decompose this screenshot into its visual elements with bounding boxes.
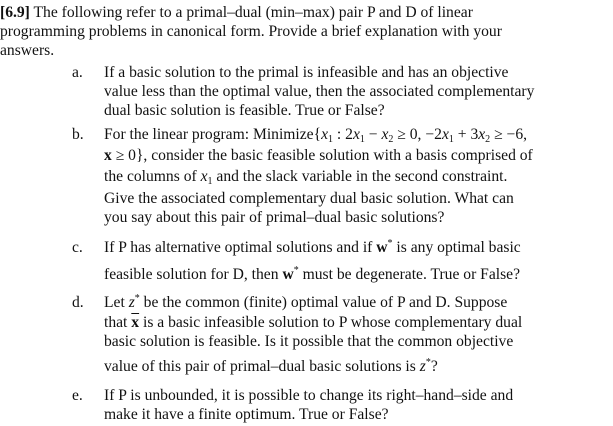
var-z: z (128, 294, 135, 311)
item-c-text: is any optimal basic (392, 239, 521, 256)
vector-w: w (282, 266, 294, 283)
item-b-text: + 3 (453, 126, 479, 143)
subscript: 1 (359, 134, 365, 145)
item-b-text: the columns of (104, 168, 201, 185)
item-d-line-2 (104, 314, 522, 332)
item-b-text: ≥ −6, (490, 126, 528, 143)
var-z: z (419, 358, 426, 375)
item-e-line-2: make it have a finite optimum. True or False? (104, 406, 389, 423)
item-d-text: is a basic infeasible solution to P whose complementary dual (139, 314, 523, 331)
var-x: x (200, 168, 208, 185)
item-e-label: e. (72, 387, 83, 404)
item-b-text: and the slack variable in the second constraint. (212, 168, 508, 185)
problem-intro-line-2: programming problems in canonical form. Provide a brief explanation with your (0, 23, 502, 40)
item-b-line-5: you say about this pair of primal–dual basic solutions? (104, 209, 445, 226)
subscript: 2 (388, 134, 394, 145)
item-b-line-3 (104, 168, 507, 186)
subscript: 1 (207, 176, 213, 187)
item-d-text: Let (104, 294, 129, 311)
problem-number: [6.9] (0, 4, 30, 21)
subscript: 2 (485, 134, 491, 145)
item-d-text: that (104, 314, 132, 331)
intro-text-1: The following refer to a primal–dual (min–max) pair P and D of linear (33, 4, 473, 21)
vector-x: x (104, 147, 112, 164)
item-b-line-4: Give the associated complementary dual basic solution. What can (104, 190, 514, 207)
superscript: * (134, 293, 140, 304)
subscript: 1 (448, 134, 454, 145)
item-c-text: If P has alternative optimal solutions and if (104, 239, 377, 256)
item-e-line-1: If P is unbounded, it is possible to change its right–hand–side and (104, 387, 514, 404)
item-b-text: − (364, 126, 382, 143)
item-c-text: must be degenerate. True or False? (298, 266, 520, 283)
item-a-line-2: value less than the optimal value, then the associated complementary (104, 83, 535, 100)
item-b-label: b. (72, 126, 84, 143)
item-b-text: ≥ 0}, consider the basic feasible solution with a basis comprised of (111, 147, 533, 164)
superscript: * (293, 265, 299, 276)
item-b-text: : 2 (333, 126, 353, 143)
var-x: x (441, 126, 449, 143)
problem-intro-line-1 (0, 4, 473, 22)
item-b-text: ≥ 0, −2 (393, 126, 442, 143)
item-d-text: value of this pair of primal–dual basic solutions is (104, 358, 420, 375)
var-x: x (321, 126, 329, 143)
item-d-text: be the common (finite) optimal value of P and D. Suppose (139, 294, 508, 311)
item-a-line-1: If a basic solution to the primal is infeasible and has an objective (104, 64, 509, 81)
item-c-line-2 (104, 266, 520, 284)
item-d-text: ? (430, 358, 438, 375)
item-a-line-3: dual basic solution is feasible. True or False? (104, 102, 385, 119)
problem-intro-line-3: answers. (0, 42, 55, 59)
item-c-line-1 (104, 239, 521, 257)
vector-x-bar: $\overline{x}$ (131, 314, 140, 331)
var-x: x (381, 126, 389, 143)
superscript: * (387, 238, 393, 249)
superscript: * (425, 357, 431, 368)
item-d-line-4 (104, 358, 438, 376)
item-d-line-1 (104, 294, 507, 312)
item-b-text: For the linear program: Minimize{ (104, 126, 322, 143)
var-x: x (352, 126, 360, 143)
item-c-text: feasible solution for D, then (104, 266, 283, 283)
item-a-label: a. (72, 64, 83, 81)
item-d-line-3: basic solution is feasible. Is it possible that the common objective (104, 333, 514, 350)
item-b-line-2 (104, 147, 533, 165)
item-d-label: d. (72, 294, 84, 311)
vector-w: w (376, 239, 388, 256)
item-b-line-1 (104, 126, 527, 144)
subscript: 1 (328, 134, 334, 145)
item-c-label: c. (72, 239, 83, 256)
var-x: x (478, 126, 486, 143)
